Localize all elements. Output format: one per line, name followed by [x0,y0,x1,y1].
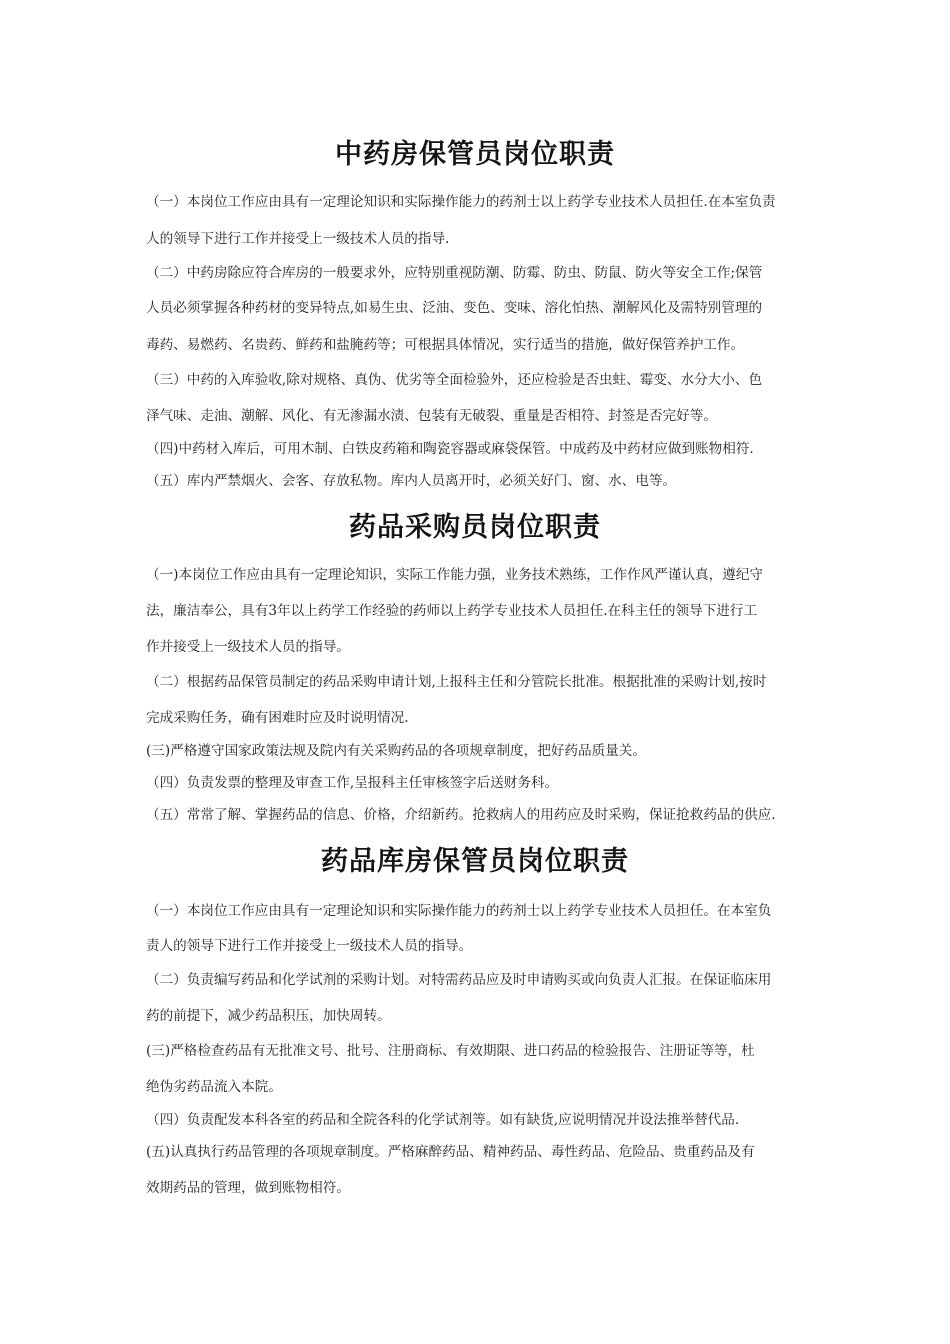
paragraph-line: (三)严格检查药品有无批准文号、批号、注册商标、有效期限、进口药品的检验报告、注册证等等，杜 [146,1043,755,1059]
section-title-chinese-herb-storekeeper: 中药房保管员岗位职责 [335,139,615,170]
paragraph-line: （一）本岗位工作应由具有一定理论知识和实际操作能力的药剂士以上药学专业技术人员担任.在本室负责 [146,194,776,210]
paragraph-line: （三）中药的入库验收,除对规格、真伪、优劣等全面检验外，还应检验是否虫蛀、霉变、水分大小、色 [146,372,763,388]
paragraph-line: 法，廉洁奉公，具有3年以上药学工作经验的药师以上药学专业技术人员担任.在科主任的领导下进行工 [146,603,758,619]
paragraph-line: （五）常常了解、掌握药品的信息、价格，介绍新药。抢救病人的用药应及时采购，保证抢救药品的供应. [146,807,776,823]
paragraph-line: (三)严格遵守国家政策法规及院内有关采购药品的各项规章制度，把好药品质量关。 [146,743,646,759]
paragraph-line: （四）负责配发本科各室的药品和全院各科的化学试剂等。如有缺货,应说明情况并设法推举替代品. [146,1112,740,1128]
paragraph-line: 药的前提下，减少药品积压，加快周转。 [146,1008,391,1024]
paragraph-line: （四）负责发票的整理及审查工作,呈报科主任审核签字后送财务科。 [146,775,559,791]
paragraph-line: （二）负责编写药品和化学试剂的采购计划。对特需药品应及时申请购买或向负责人汇报。在保证临床用 [146,972,772,988]
paragraph-line: （四)中药材入库后，可用木制、白铁皮药箱和陶瓷容器或麻袋保管。中成药及中药材应做到账物相符. [146,441,754,457]
paragraph-line: 效期药品的管理，做到账物相符。 [146,1180,350,1196]
paragraph-line: （二）中药房除应符合库房的一般要求外，应特别重视防潮、防霉、防虫、防鼠、防火等安全工作;保管 [146,265,763,281]
section-title-drug-warehouse-storekeeper: 药品库房保管员岗位职责 [321,846,629,877]
paragraph-line: （二）根据药品保管员制定的药品采购申请计划,上报科主任和分管院长批准。根据批准的采购计划,按时 [146,674,767,690]
section-title-drug-purchaser: 药品采购员岗位职责 [349,512,601,543]
paragraph-line: 毒药、易燃药、名贵药、鲜药和盐腌药等；可根据具体情况，实行适当的措施，做好保管养护工作。 [146,337,745,353]
paragraph-line: 责人的领导下进行工作并接受上一级技术人员的指导。 [146,938,473,954]
paragraph-line: 作并接受上一级技术人员的指导。 [146,639,350,655]
paragraph-line: (五)认真执行药品管理的各项规章制度。严格麻醉药品、精神药品、毒性药品、危险品、贵重药品及有 [146,1144,755,1160]
paragraph-line: （一）本岗位工作应由具有一定理论知识和实际操作能力的药剂士以上药学专业技术人员担任。在本室负 [146,903,772,919]
paragraph-line: 完成采购任务，确有困难时应及时说明情况. [146,710,409,726]
paragraph-line: 泽气味、走油、潮解、风化、有无渗漏水渍、包装有无破裂、重量是否相符、封签是否完好等。 [146,408,717,424]
paragraph-line: 人员必须掌握各种药材的变异特点,如易生虫、泛油、变色、变味、溶化怕热、潮解风化及需特别管理的 [146,300,763,316]
paragraph-line: 绝伪劣药品流入本院。 [146,1079,282,1095]
paragraph-line: 人的领导下进行工作并接受上一级技术人员的指导. [146,231,450,247]
paragraph-line: （一)本岗位工作应由具有一定理论知识，实际工作能力强，业务技术熟练，工作作风严谨认真，遵纪守 [146,567,764,583]
paragraph-line: （五）库内严禁烟火、会客、存放私物。库内人员离开时，必须关好门、窗、水、电等。 [146,473,677,489]
